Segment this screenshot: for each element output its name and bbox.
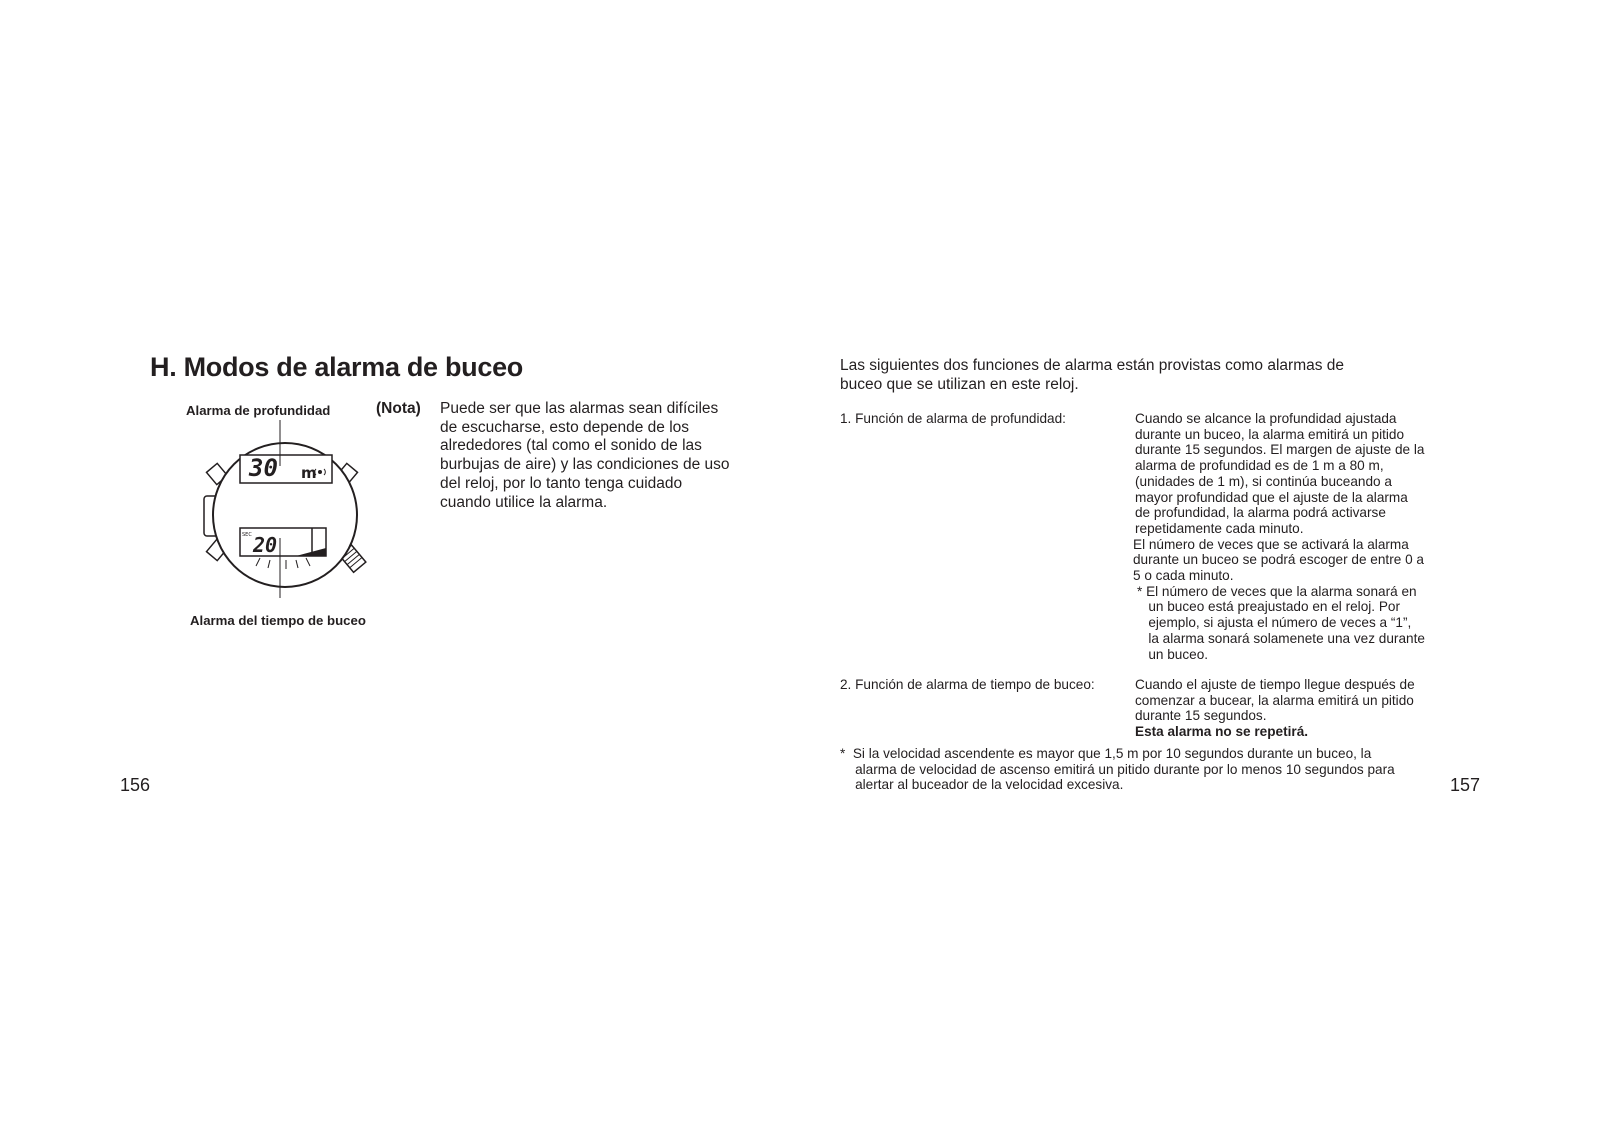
note-line: de escucharse, esto depende de los: [440, 418, 690, 436]
item1-description: [1135, 411, 1425, 662]
item1-label: 1. Función de alarma de profundidad:: [840, 411, 1066, 426]
footnote: [840, 746, 1395, 793]
page-number-left: 156: [120, 775, 151, 795]
desc-line: durante 15 segundos.: [1135, 708, 1267, 724]
desc-line: comenzar a bucear, la alarma emitirá un pitido: [1135, 692, 1414, 708]
intro-line: Las siguientes dos funciones de alarma están provistas como alarmas de: [840, 357, 1345, 374]
desc-line: durante 15 segundos. El margen de ajuste de la: [1135, 442, 1425, 458]
star-note-line: un buceo está preajustado en el reloj. Por: [1137, 599, 1400, 615]
note-line: burbujas de aire) y las condiciones de uso: [440, 456, 730, 474]
desc-line: El número de veces que se activará la alarma: [1133, 536, 1409, 552]
item2-description: [1135, 677, 1415, 740]
item2-label: 2. Función de alarma de tiempo de buceo:: [840, 677, 1095, 692]
desc-line: mayor profundidad que el ajuste de la alarma: [1135, 489, 1408, 505]
bold-warning-line: Esta alarma no se repetirá.: [1135, 724, 1309, 740]
watch-illustration: [200, 420, 370, 610]
page-number-right: 157: [1450, 775, 1481, 795]
desc-line: durante un buceo, la alarma emitirá un pitido: [1135, 426, 1405, 442]
star-note-line: la alarma sonará solamenete una vez durante: [1137, 630, 1425, 646]
footnote-line: * Si la velocidad ascendente es mayor que 1,5 m por 10 segundos durante un buceo, la: [840, 746, 1372, 761]
desc-line: repetidamente cada minuto.: [1135, 520, 1304, 536]
note-line: cuando utilice la alarma.: [440, 493, 608, 511]
star-note-line: * El número de veces que la alarma sonará en: [1137, 583, 1417, 599]
note-line: del reloj, por lo tanto tenga cuidado: [440, 474, 683, 492]
desc-line: de profundidad, la alarma podrá activarse: [1135, 505, 1386, 521]
desc-line: durante un buceo se podrá escoger de entre 0 a: [1133, 552, 1424, 568]
desc-line: (unidades de 1 m), si continúa buceando a: [1135, 473, 1392, 489]
depth-unit: m: [301, 464, 317, 482]
note-line: Puede ser que las alarmas sean difíciles: [440, 400, 719, 417]
footnote-line: alertar al buceador de la velocidad excesiva.: [840, 777, 1124, 793]
note-text: [440, 400, 730, 512]
desc-line: Cuando se alcance la profundidad ajustada: [1135, 411, 1397, 426]
depth-digits: 30: [249, 454, 278, 482]
section-heading: H. Modos de alarma de buceo: [150, 352, 523, 382]
desc-line: Cuando el ajuste de tiempo llegue después de: [1135, 677, 1415, 692]
display-small-text: SEC: [242, 532, 252, 538]
note-tag: (Nota): [376, 400, 421, 417]
dive-time-digits: 20: [253, 533, 278, 557]
desc-line: alarma de profundidad es de 1 m a 80 m,: [1135, 458, 1384, 474]
intro-text: [840, 356, 1344, 394]
footnote-line: alarma de velocidad de ascenso emitirá un pitido durante por lo menos 10 segundos para: [840, 761, 1395, 777]
dive-time-alarm-label: Alarma del tiempo de buceo: [190, 613, 366, 628]
depth-alarm-label: Alarma de profundidad: [186, 403, 331, 418]
desc-line: 5 o cada minuto.: [1133, 568, 1234, 584]
star-note-line: ejemplo, si ajusta el número de veces a “1”,: [1137, 615, 1412, 631]
star-note-line: un buceo.: [1137, 646, 1209, 662]
note-line: alrededores (tal como el sonido de las: [440, 437, 702, 455]
intro-line: buceo que se utilizan en este reloj.: [840, 376, 1079, 393]
